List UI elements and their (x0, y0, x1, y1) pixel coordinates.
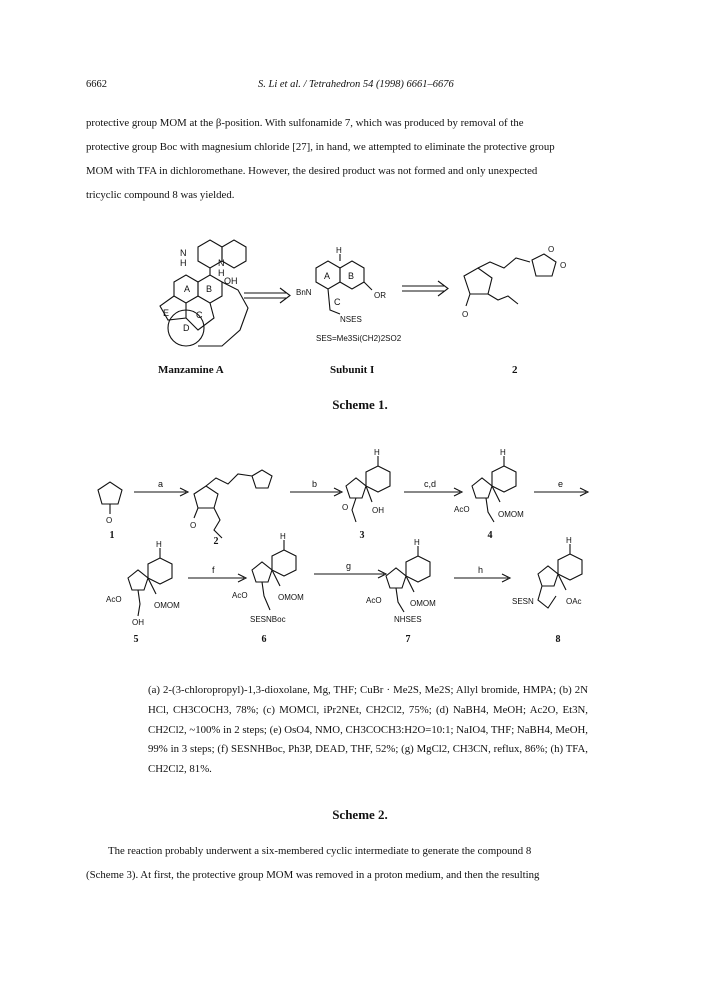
atom-label: BnN (296, 288, 312, 297)
reaction-arrow-g (314, 561, 386, 578)
reaction-arrow-b (290, 479, 342, 496)
ring-label: A (184, 284, 191, 294)
compound-4-structure (454, 448, 524, 522)
atom-label: H (280, 532, 286, 541)
atom-label: H (180, 258, 187, 268)
paragraph-mechanism (86, 839, 642, 887)
text-line: The reaction probably underwent a six-membered cyclic intermediate to generate the compound 8 (108, 845, 532, 857)
atom-label: OMOM (498, 510, 524, 519)
ring-label: D (183, 323, 190, 333)
atom-label: OMOM (278, 593, 304, 602)
running-title: S. Li et al. / Tetrahedron 54 (1998) 6661–6676 (258, 79, 454, 90)
ring-label: C (196, 310, 203, 320)
subunit-i-structure (296, 246, 402, 343)
atom-label: O (462, 310, 469, 319)
compound-3-structure (342, 448, 390, 522)
atom-label: AcO (106, 595, 122, 604)
atom-label: OMOM (410, 599, 436, 608)
atom-label: NHSES (394, 615, 422, 624)
scheme-1-caption: Scheme 1. (332, 397, 388, 412)
step-label: g (346, 561, 352, 571)
compound-8-structure (512, 536, 582, 608)
atom-label: OMOM (154, 601, 180, 610)
atom-label: O (342, 503, 349, 512)
step-label: c,d (424, 479, 437, 489)
atom-label: O (548, 245, 555, 254)
compound-number: 4 (487, 530, 493, 541)
atom-label: SESNBoc (250, 615, 286, 624)
page-number: 6662 (86, 79, 107, 90)
retro-arrow (244, 288, 290, 303)
atom-label: H (414, 538, 420, 547)
compound-1-structure (98, 482, 122, 525)
retro-arrow (402, 281, 448, 296)
manzamine-a-structure (160, 240, 248, 346)
manzamine-a-label: Manzamine A (158, 364, 224, 376)
atom-label: OH (224, 276, 238, 286)
compound-2-label: 2 (512, 364, 518, 376)
reaction-conditions: (a) 2-(3-chloropropyl)-1,3-dioxolane, Mg, THF; CuBr · Me2S, Me2S; Allyl bromide, HMPA; (b) 2N HCl, CH3COCH3, 78%; (c) MOMCl, iPr2NEt, CH2Cl2, 75%; (d) NaBH4, MeOH; Ac2O, Et3N, CH2Cl2, ~100% in 2 steps; (e) OsO4, NMO, CH3COCH3:H2O=10:1; NaIO4, THF; NaBH4, MeOH, 99% in 3 steps; (f) SESNHBoc, Ph3P, DEAD, THF, 52%; (g) MgCl2, CH3CN, reflux, 86%; (h) TFA, CH2Cl2, 81%. (148, 684, 588, 776)
text-line: (Scheme 3). At first, the protective group MOM was removed in a proton medium, and then the resulting (86, 869, 540, 881)
atom-label: H (336, 246, 342, 255)
reaction-arrow-cd (404, 479, 462, 496)
atom-label: N (180, 248, 187, 258)
ring-label: C (334, 297, 341, 307)
compound-number: 3 (359, 530, 365, 541)
atom-label: OAc (566, 597, 582, 606)
step-label: b (312, 479, 318, 489)
compound-2-structure (462, 245, 566, 319)
text-line: tricyclic compound 8 was yielded. (86, 189, 235, 201)
atom-label: O (560, 261, 567, 270)
atom-label: H (218, 268, 225, 278)
atom-label: OR (374, 291, 386, 300)
compound-5-structure (106, 540, 180, 627)
ring-label: E (163, 308, 170, 318)
compound-number: 6 (261, 634, 267, 645)
ses-definition: SES=Me3Si(CH2)2SO2 (316, 334, 402, 343)
text-line: protective group Boc with magnesium chloride [27], in hand, we attempted to eliminate the protective group (86, 141, 555, 153)
atom-label: OH (372, 506, 384, 515)
step-label: h (478, 565, 484, 575)
scheme-2-caption: Scheme 2. (332, 807, 388, 822)
atom-label: H (500, 448, 506, 457)
atom-label: AcO (366, 596, 382, 605)
ring-label: B (206, 284, 213, 294)
ring-label: A (324, 271, 331, 281)
atom-label: H (374, 448, 380, 457)
reaction-arrow-e (534, 479, 588, 496)
reaction-arrow-f (188, 565, 246, 582)
atom-label: SESN (512, 597, 534, 606)
atom-label: NSES (340, 315, 362, 324)
step-label: f (212, 565, 215, 575)
atom-label: AcO (454, 505, 470, 514)
atom-label: OH (132, 618, 144, 627)
compound-number: 7 (405, 634, 411, 645)
subunit-i-label: Subunit I (330, 364, 375, 376)
compound-number: 2 (213, 536, 219, 547)
atom-label: H (156, 540, 162, 549)
ring-label: B (348, 271, 355, 281)
atom-label: O (106, 516, 113, 525)
compound-7-structure (366, 538, 436, 624)
compound-number: 5 (133, 634, 139, 645)
text-line: MOM with TFA in dichloromethane. However, the desired product was not formed and only unexpected (86, 165, 538, 177)
reaction-arrow-a (134, 479, 188, 496)
atom-label: AcO (232, 591, 248, 600)
reaction-arrow-h (454, 565, 510, 582)
step-label: a (158, 479, 164, 489)
text-line: protective group MOM at the β-position. With sulfonamide 7, which was produced by removal of the (86, 117, 524, 129)
step-label: e (558, 479, 564, 489)
compound-2-structure-scheme2 (190, 470, 272, 538)
atom-label: O (190, 521, 197, 530)
compound-number: 1 (109, 530, 115, 541)
compound-number: 8 (555, 634, 561, 645)
atom-label: N (218, 258, 225, 268)
atom-label: H (566, 536, 572, 545)
